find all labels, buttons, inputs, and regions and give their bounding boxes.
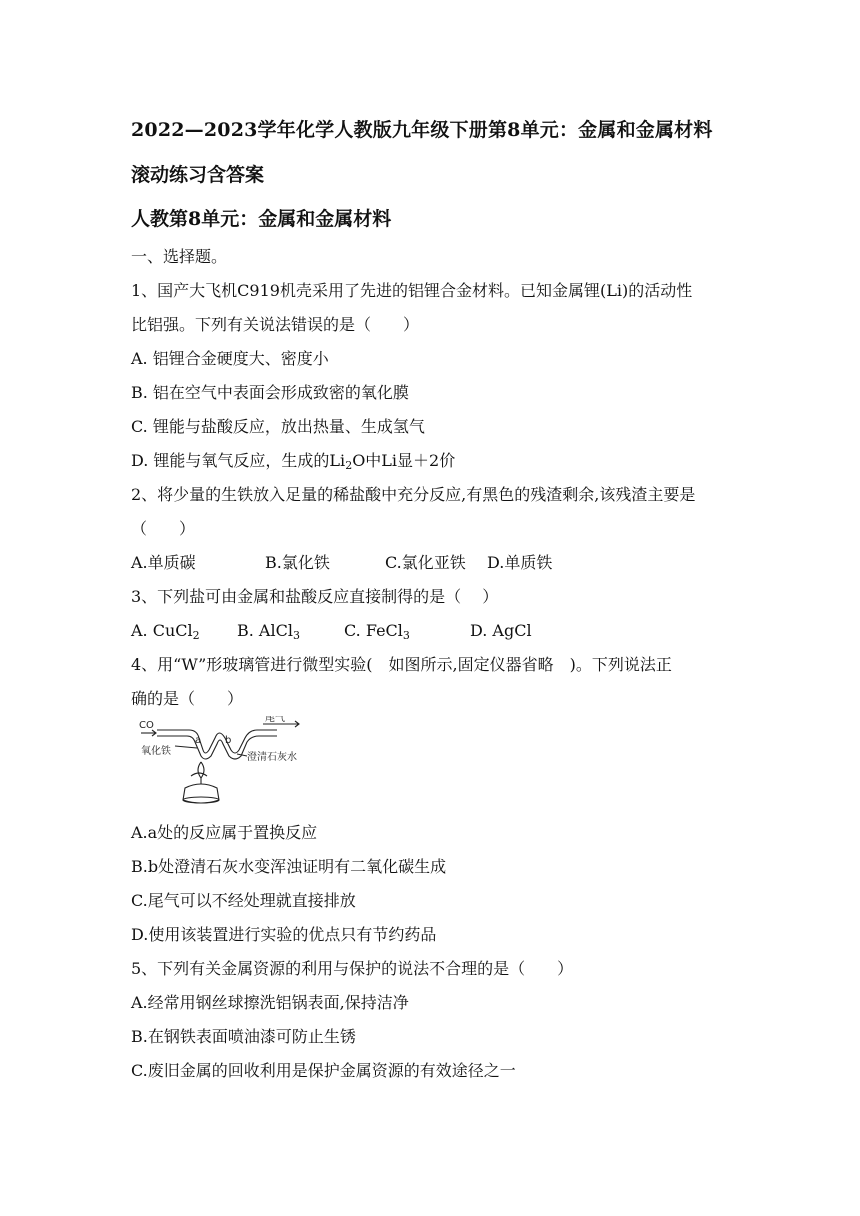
q5-option-a: A.经常用钢丝球擦洗铝锅表面,保持洁净 bbox=[131, 993, 409, 1012]
q5-stem: 5、下列有关金属资源的利用与保护的说法不合理的是（ ） bbox=[131, 959, 574, 978]
q2-option-c: C.氯化亚铁 bbox=[385, 553, 466, 572]
q1-option-d-text: D. 锂能与氧气反应，生成的Li bbox=[131, 451, 346, 470]
q2-stem-line-2: （ ） bbox=[131, 519, 196, 538]
q1-option-a: A. 铝锂合金硬度大、密度小 bbox=[131, 349, 329, 368]
q5-option-c: C.废旧金属的回收利用是保护金属资源的有效途径之一 bbox=[131, 1061, 516, 1080]
lamp-flame bbox=[198, 762, 204, 778]
label-b: b bbox=[225, 735, 232, 746]
alcohol-lamp-body bbox=[183, 784, 219, 803]
q1-option-b: B. 铝在空气中表面会形成致密的氧化膜 bbox=[131, 383, 409, 402]
label-limewater: 澄清石灰水 bbox=[247, 752, 297, 763]
q2-stem-line-1: 2、将少量的生铁放入足量的稀盐酸中充分反应,有黑色的残渣剩余,该残渣主要是 bbox=[131, 485, 696, 504]
q3-option-a-subscript: 2 bbox=[192, 629, 200, 642]
q1-option-c: C. 锂能与盐酸反应，放出热量、生成氢气 bbox=[131, 417, 425, 436]
q1-option-d-text-end: O中Li显＋2价 bbox=[352, 451, 456, 470]
w-tube-apparatus-figure bbox=[131, 716, 311, 808]
q2-option-b: B.氯化铁 bbox=[265, 553, 330, 572]
label-co: CO bbox=[139, 720, 154, 731]
w-tube-diagram bbox=[131, 716, 311, 808]
label-iron-oxide: 氧化铁 bbox=[141, 746, 171, 757]
q2-option-a: A.单质碳 bbox=[131, 553, 196, 572]
q1-option-d-subscript: 2 bbox=[345, 459, 353, 472]
q1-stem-line-2: 比铝强。下列有关说法错误的是（ ） bbox=[131, 315, 420, 334]
q3-option-a bbox=[131, 621, 237, 641]
q3-option-b-text: B. AlCl bbox=[237, 621, 293, 640]
q1-stem-line-1: 1、国产大飞机C919机壳采用了先进的铝锂合金材料。已知金属锂(Li)的活动性 bbox=[131, 281, 693, 300]
q3-option-d: D. AgCl bbox=[470, 621, 532, 640]
q3-options bbox=[131, 621, 532, 641]
q4-option-c: C.尾气可以不经处理就直接排放 bbox=[131, 891, 356, 910]
q3-option-c-text: C. FeCl bbox=[344, 621, 403, 640]
q4-option-a: A.a处的反应属于置换反应 bbox=[131, 823, 318, 842]
q4-option-b: B.b处澄清石灰水变浑浊证明有二氧化碳生成 bbox=[131, 857, 447, 876]
q4-stem-line-1: 4、用“W”形玻璃管进行微型实验( 如图所示,固定仪器省略 )。下列说法正 bbox=[131, 655, 672, 674]
q3-option-c-subscript: 3 bbox=[402, 629, 410, 642]
q3-option-a-text: A. CuCl bbox=[131, 621, 193, 640]
unit-subtitle: 人教第8单元：金属和金属材料 bbox=[131, 208, 392, 230]
document-title-line-1: 2022—2023学年化学人教版九年级下册第8单元：金属和金属材料 bbox=[131, 119, 713, 141]
q4-option-d: D.使用该装置进行实验的优点只有节约药品 bbox=[131, 925, 437, 944]
label-tail-gas: 尾气 bbox=[265, 716, 285, 724]
q4-stem-line-2: 确的是（ ） bbox=[131, 689, 244, 708]
q2-options bbox=[131, 553, 552, 573]
iron-oxide-leader-line bbox=[175, 746, 197, 748]
document-title-line-2: 滚动练习含答案 bbox=[131, 164, 265, 186]
q3-stem: 3、下列盐可由金属和盐酸反应直接制得的是（ ） bbox=[131, 587, 499, 606]
section-heading: 一、选择题。 bbox=[131, 247, 228, 266]
q2-option-d: D.单质铁 bbox=[487, 553, 553, 572]
w-tube-outer-wall bbox=[157, 730, 277, 753]
q3-option-b bbox=[237, 621, 344, 641]
alcohol-lamp-base bbox=[183, 797, 219, 803]
q3-option-b-subscript: 3 bbox=[292, 629, 300, 642]
q1-option-d bbox=[131, 451, 455, 471]
label-a: a bbox=[195, 735, 202, 746]
q3-option-c bbox=[344, 621, 470, 641]
q5-option-b: B.在钢铁表面喷油漆可防止生锈 bbox=[131, 1027, 356, 1046]
